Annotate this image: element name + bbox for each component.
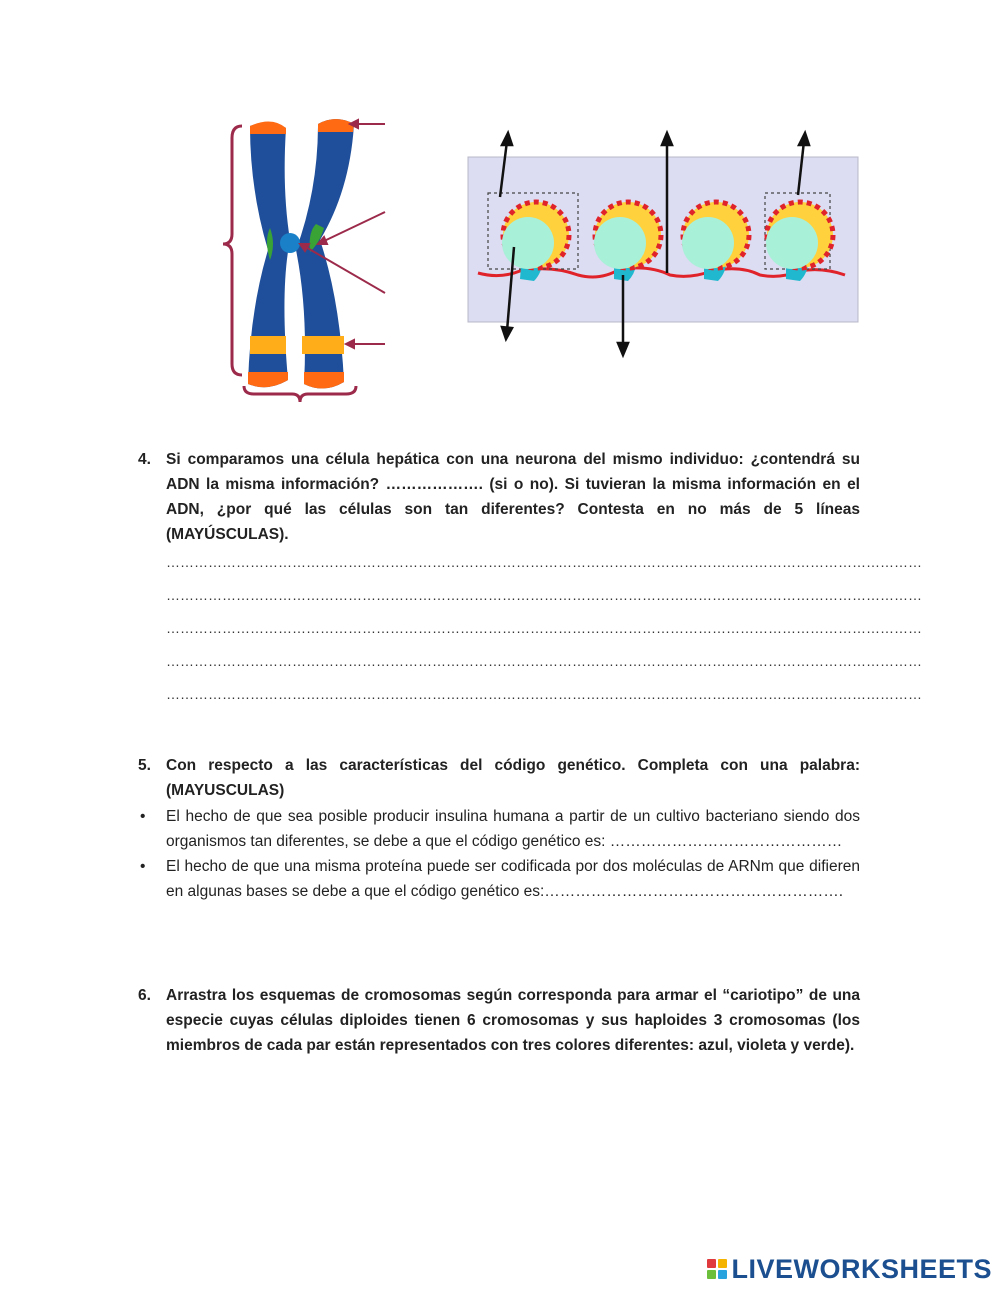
chromosome-diagram [220,110,395,410]
question-6-number: 6. [138,987,151,1004]
question-4-number: 4. [138,451,151,468]
question-4-answer-lines[interactable] [166,546,922,711]
right-chromatid [296,119,354,389]
answer-line[interactable]: ……………………………………………………………………………………………………………………………………………… [166,554,922,570]
answer-line[interactable]: ……………………………………………………………………………………………………………………………………………… [166,587,922,603]
bullet-dot-icon: • [140,858,146,875]
bullet-text[interactable]: El hecho de que una misma proteína puede ser codificada por dos moléculas de ARNm que difieren en algunas bases se debe a que el código genético es:…………………………………………………. [166,858,860,900]
answer-line[interactable]: ……………………………………………………………………………………………………………………………………………… [166,686,922,702]
question-4-text: Si comparamos una célula hepática con una neurona del mismo individuo: ¿contendrá su ADN la misma información? ………………. (si o no). Si tuvieran la misma información en el ADN, ¿por qué las células son tan diferentes? Contesta en no más de 5 líneas (MAYÚSCULAS). [166,451,860,543]
question-5-bullets [138,804,860,904]
liveworksheets-logo[interactable] [707,1254,992,1284]
bullet-text[interactable]: El hecho de que sea posible producir insulina humana a partir de un cultivo bacteriano siendo dos organismos tan diferentes, se debe a que el código genético es: ……………………………………… [166,808,860,850]
question-4 [138,447,860,547]
bullet-dot-icon: • [140,808,146,825]
question-6-text: Arrastra los esquemas de cromosomas según corresponda para armar el “cariotipo” de una especie cuyas células diploides tienen 6 cromosomas y sus haploides 3 cromosomas (los miembros de cada par están representados con tres colores diferentes: azul, violeta y verde). [166,987,860,1054]
liveworksheets-icon [707,1259,727,1279]
answer-line[interactable]: ……………………………………………………………………………………………………………………………………………… [166,653,922,669]
brand-name: LIVEWORKSHEETS [731,1253,992,1284]
nucleosome-diagram [460,125,865,365]
chromosome-height-brace [223,126,242,375]
question-5 [138,753,860,803]
bullet-item [138,804,860,854]
question-6 [138,983,860,1058]
chromosome-width-brace [244,386,356,402]
question-5-number: 5. [138,757,151,774]
answer-line[interactable]: ……………………………………………………………………………………………………………………………………………… [166,620,922,636]
question-5-text: Con respecto a las características del código genético. Completa con una palabra: (MAYUSCULAS) [166,757,860,799]
left-chromatid [248,121,290,387]
bullet-item [138,854,860,904]
centromere [280,233,300,253]
